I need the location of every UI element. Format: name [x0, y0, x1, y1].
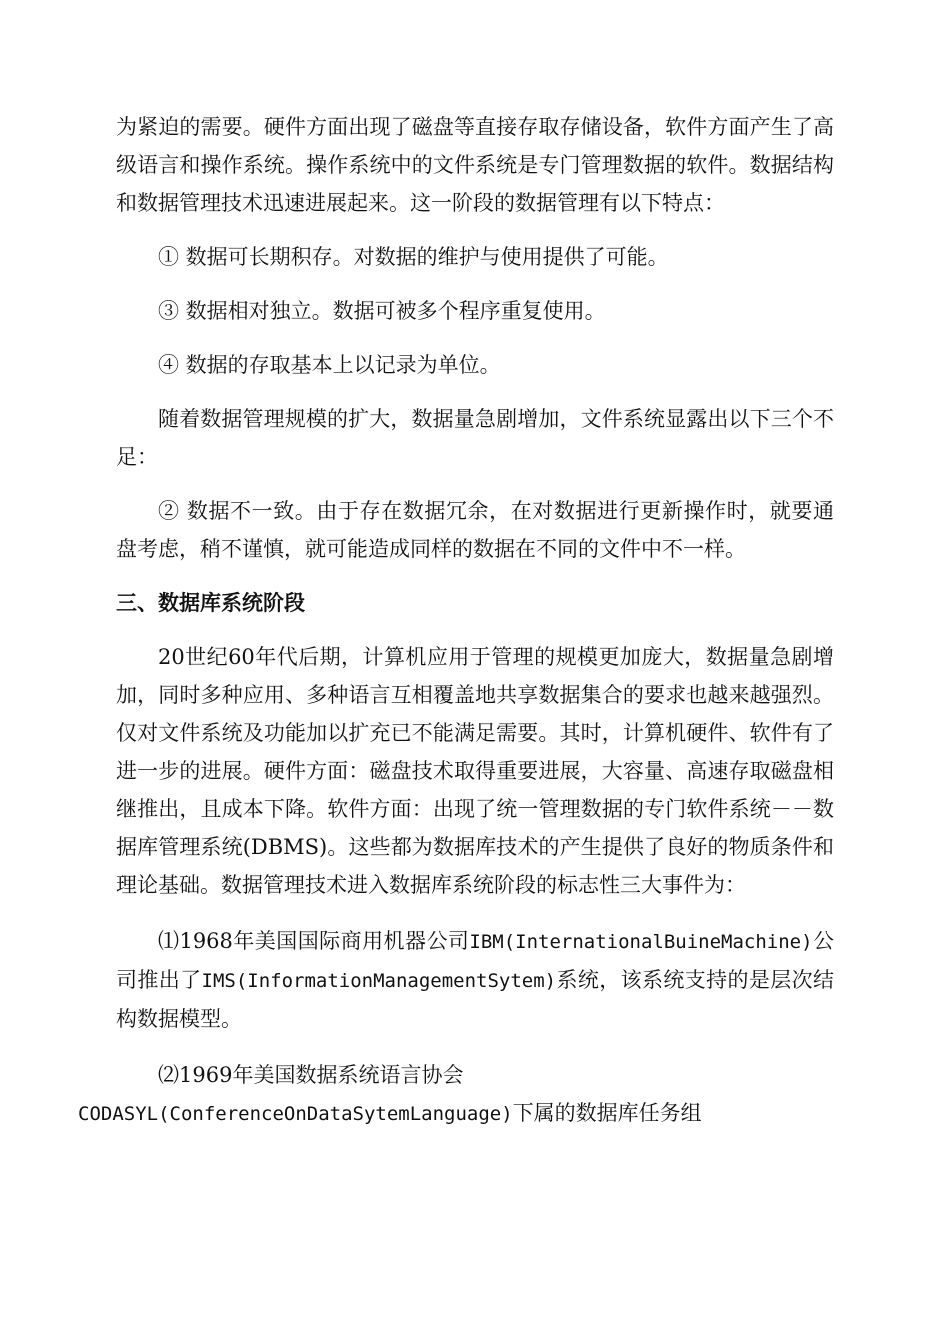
paragraph-database-stage: 20世纪60年代后期，计算机应用于管理的规模更加庞大，数据量急剧增加，同时多种应用、多种语言互相覆盖地共享数据集合的要求也越来越强烈。仅对文件系统及功能加以扩充已不能满足需要。其时，计算机硬件、软件有了进一步的进展。硬件方面：磁盘技术取得重要进展，大容量、高速存取磁盘相继推出，且成本下降。软件方面：出现了统一管理数据的专门软件系统－－数据库管理系统(DBMS)。这些都为数据库技术的产生提供了良好的物质条件和理论基础。数据管理技术进入数据库系统阶段的标志性三大事件为：	[116, 645, 834, 897]
event-codasyl-part1: ⑵1969年美国数据系统语言协会	[158, 1063, 464, 1087]
list-item-long-term-storage: ① 数据可长期积存。对数据的维护与使用提供了可能。	[158, 245, 669, 269]
event-ibm-ims-part3: 系统，该系统支持的是层次结构数据模型。	[116, 968, 835, 1031]
event-codasyl-part2: 下属的数据库任务组	[512, 1101, 702, 1125]
list-item-data-independence: ③ 数据相对独立。数据可被多个程序重复使用。	[158, 299, 606, 323]
event-ibm-ims	[116, 922, 834, 1038]
paragraph-file-system-shortcomings: 随着数据管理规模的扩大，数据量急剧增加，文件系统显露出以下三个不足：	[116, 407, 834, 469]
document-body	[78, 108, 835, 1133]
event-ibm-ims-part1: ⑴1968年美国国际商用机器公司	[158, 929, 470, 953]
event-ibm-ims-company: IBM(InternationalBuineMachine)	[469, 931, 813, 953]
section-heading: 三、数据库系统阶段	[116, 591, 305, 615]
paragraph-file-system-features: 为紧迫的需要。硬件方面出现了磁盘等直接存取存储设备，软件方面产生了高级语言和操作系统。操作系统中的文件系统是专门管理数据的软件。数据结构和数据管理技术迅速进展起来。这一阶段的数据管理有以下特点：	[116, 115, 834, 215]
event-ibm-ims-part2: 公司推出了	[116, 929, 835, 992]
event-codasyl-org: CODASYL(ConferenceOnDataSytemLanguage)	[78, 1103, 513, 1125]
list-item-data-inconsistency: ② 数据不一致。由于存在数据冗余，在对数据进行更新操作时，就要通盘考虑，稍不谨慎，就可能造成同样的数据在不同的文件中不一样。	[116, 499, 834, 561]
event-ibm-ims-system: IMS(InformationManagementSytem)	[201, 970, 557, 992]
list-item-record-access: ④ 数据的存取基本上以记录为单位。	[158, 353, 501, 377]
event-codasyl	[78, 1056, 834, 1133]
